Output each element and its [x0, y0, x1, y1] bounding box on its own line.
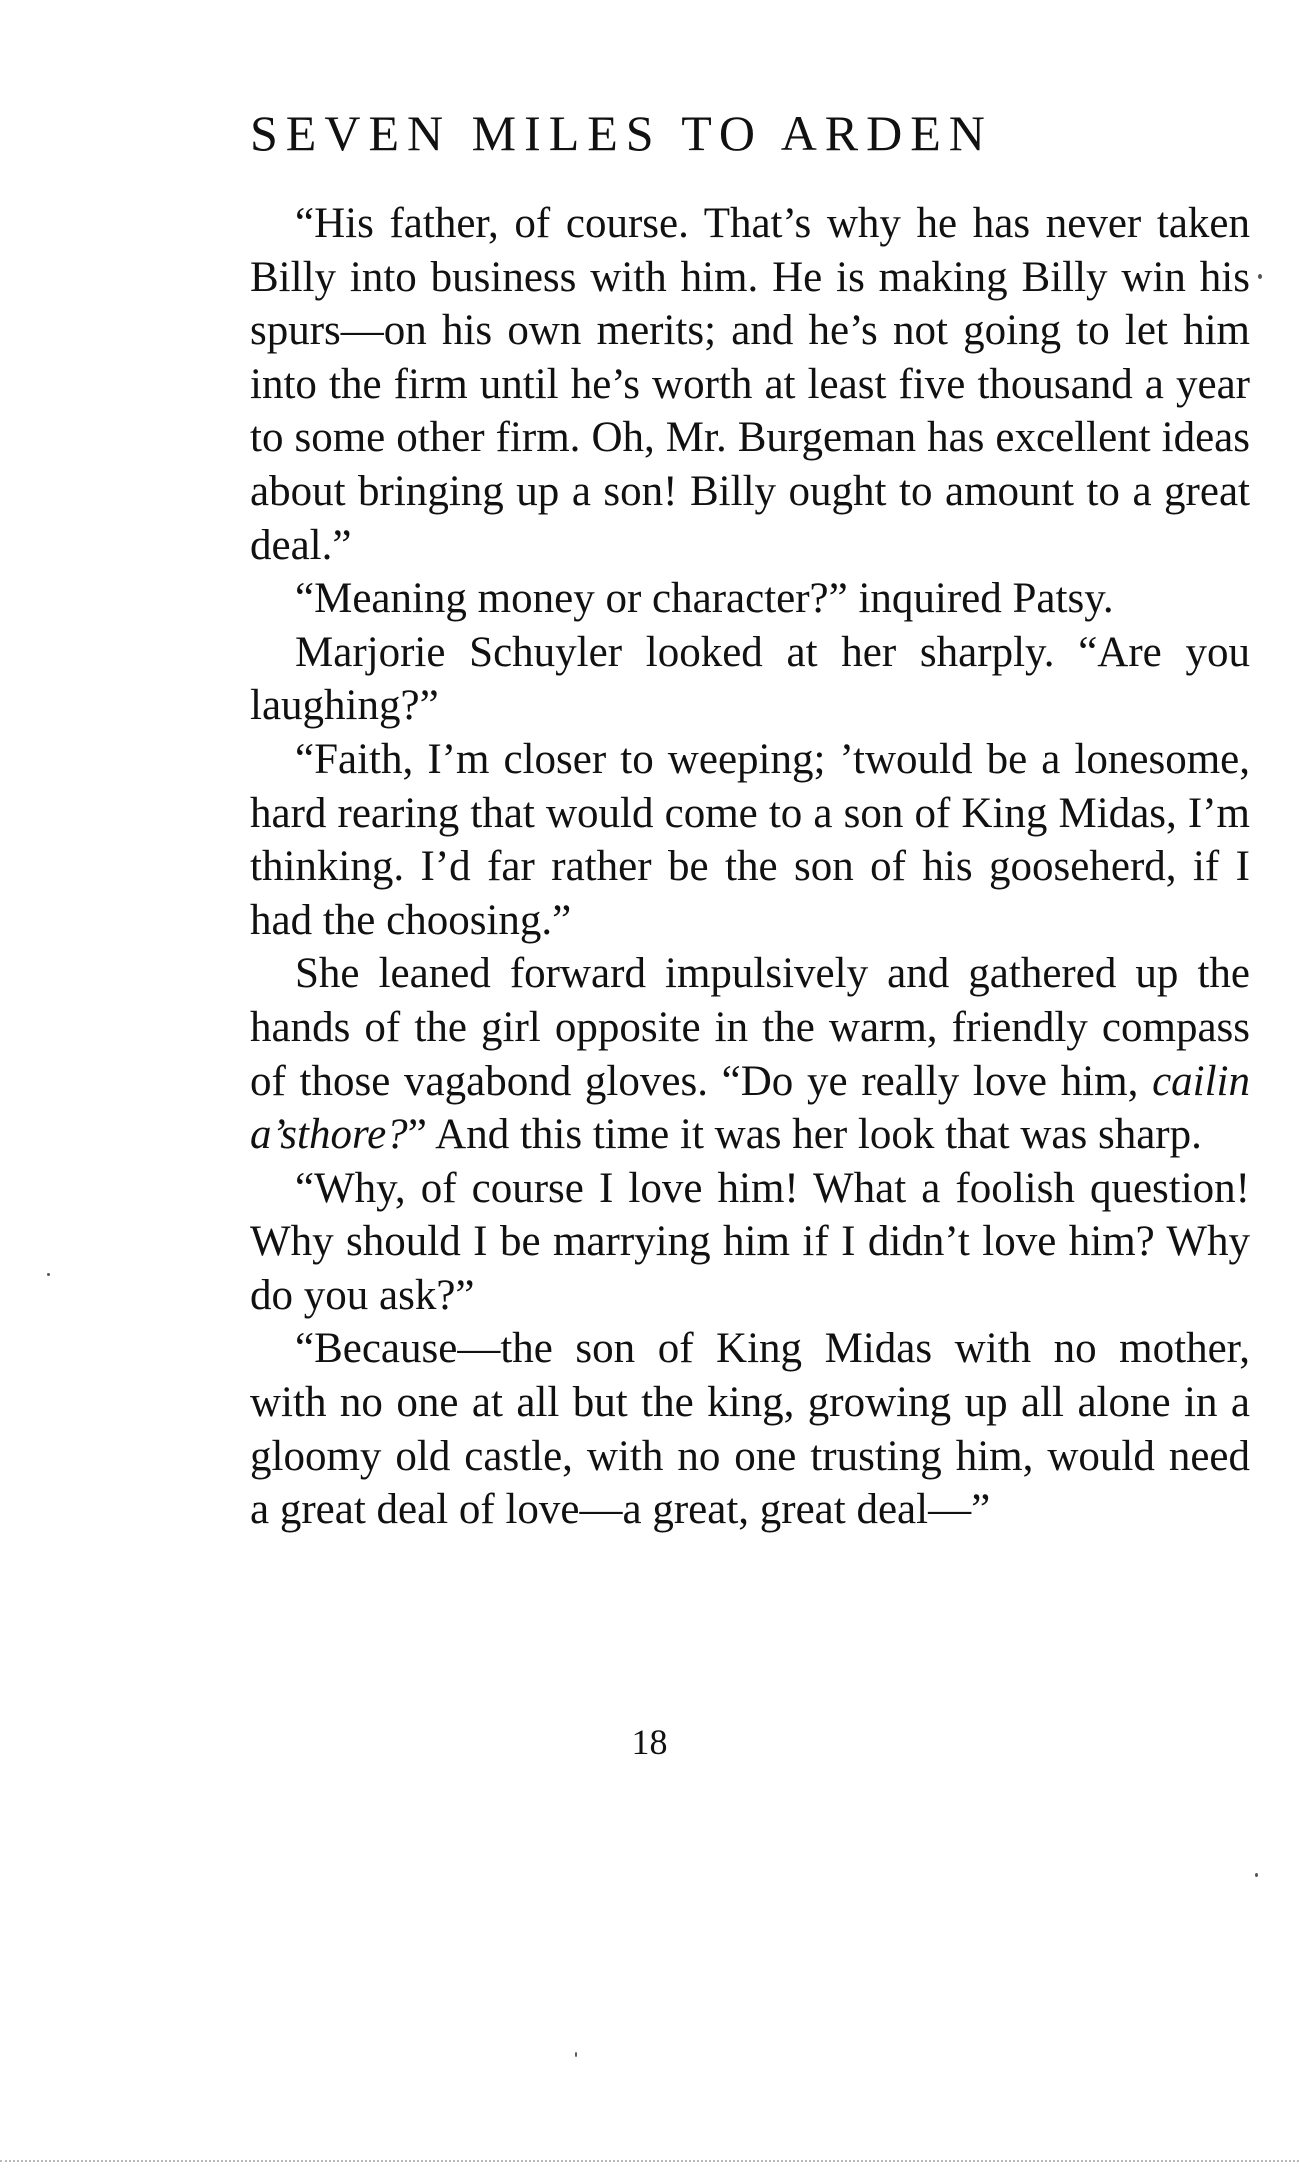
ink-speck	[1255, 1873, 1258, 1877]
ink-speck	[575, 2052, 577, 2057]
paragraph	[250, 197, 1250, 572]
scan-edge	[0, 2160, 1299, 2162]
body-text	[250, 197, 1250, 1537]
paragraph-text: Marjorie Schuyler looked at her sharply. “Are you laughing?”	[250, 628, 1250, 730]
paragraph	[250, 626, 1250, 733]
paragraph-text: “His father, of course. That’s why he has never taken Billy into business with him. He is making Billy win his spurs—on his own merits; and he’s not going to let him into the firm until he’s worth at least five thousand a year to some other firm. Oh, Mr. Burgeman has excellent ideas about bringing up a son! Billy ought to amount to a great deal.”	[250, 200, 1250, 569]
paragraph-text: “Because—the son of King Midas with no mother, with no one at all but the king, growing up all alone in a gloomy old castle, with no one trusting him, would need a great deal of love—a great, great deal—”	[250, 1325, 1250, 1534]
ink-speck	[1258, 274, 1262, 279]
italic-phrase: cailin a’sthore?	[250, 1057, 1250, 1159]
paragraph-text: “Faith, I’m closer to weeping; ’twould be a lonesome, hard rearing that would come to a son of King Midas, I’m thinking. I’d far rather be the son of his gooseherd, if I had the choosing.”	[250, 735, 1250, 944]
paragraph-text: ” And this time it was her look that was sharp.	[407, 1111, 1202, 1159]
page-number: 18	[631, 1722, 668, 1762]
paragraph	[250, 1162, 1250, 1323]
ink-speck	[47, 1273, 50, 1276]
running-head: SEVEN MILES TO ARDEN	[250, 105, 993, 161]
paragraph	[250, 947, 1250, 1161]
paragraph-text: She leaned forward impulsively and gathered up the hands of the girl opposite in the warm, friendly compass of those vagabond gloves. “Do ye really love him,	[250, 950, 1250, 1105]
paragraph-text: “Why, of course I love him! What a foolish question! Why should I be marrying him if I didn’t love him? Why do you ask?”	[250, 1164, 1250, 1319]
paragraph	[250, 1322, 1250, 1536]
paragraph-text: “Meaning money or character?” inquired Patsy.	[295, 575, 1114, 623]
paragraph	[250, 572, 1250, 626]
paragraph	[250, 733, 1250, 947]
